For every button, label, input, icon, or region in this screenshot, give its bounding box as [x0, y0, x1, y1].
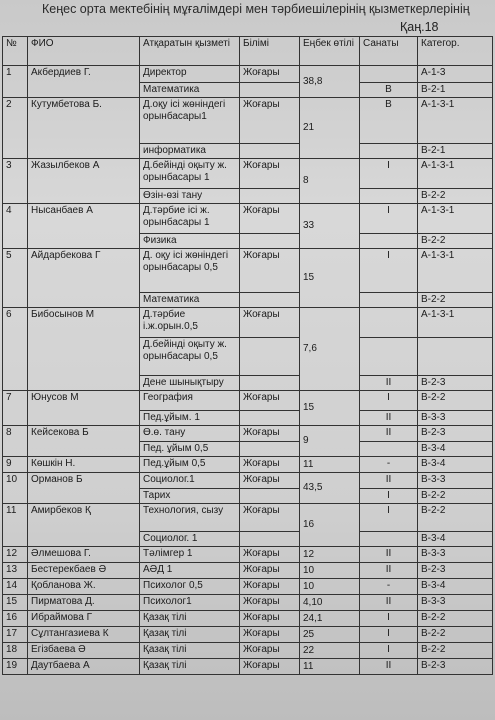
cell-number: 4	[3, 204, 28, 249]
cell-position: Қазақ тілі	[140, 643, 240, 659]
cell-position: Социолог.1	[140, 473, 240, 489]
cell-position: Пед.ұйым. 1	[140, 411, 240, 426]
cell-experience: 10	[300, 563, 360, 579]
cell-education: Жоғары	[240, 627, 300, 643]
cell-grade: В-3-4	[418, 457, 493, 473]
cell-position: Д.тәрбие і.ж.орын.0,5	[140, 308, 240, 338]
cell-grade: В-2-1	[418, 144, 493, 159]
cell-name: Бибосынов М	[28, 308, 140, 391]
table-row	[3, 391, 493, 411]
table-body	[3, 66, 493, 675]
cell-position: Технология, сызу	[140, 504, 240, 532]
cell-grade: В-2-3	[418, 426, 493, 442]
cell-grade: В-2-2	[418, 611, 493, 627]
cell-category	[360, 293, 418, 308]
table-row	[3, 547, 493, 563]
cell-grade: В-2-2	[418, 489, 493, 504]
table-row	[3, 249, 493, 293]
cell-number: 10	[3, 473, 28, 504]
cell-number: 16	[3, 611, 28, 627]
cell-name: Көшкін Н.	[28, 457, 140, 473]
cell-position: Пед. ұйым 0,5	[140, 442, 240, 457]
document-date: Қаң.18	[400, 20, 439, 34]
cell-number: 5	[3, 249, 28, 308]
cell-education: Жоғары	[240, 204, 300, 234]
cell-name: Қобланова Ж.	[28, 579, 140, 595]
table-row	[3, 426, 493, 442]
cell-grade: В-2-2	[418, 627, 493, 643]
cell-grade: В-2-1	[418, 83, 493, 98]
cell-name: Орманов Б	[28, 473, 140, 504]
cell-category: I	[360, 249, 418, 293]
cell-experience: 9	[300, 426, 360, 457]
cell-education: Жоғары	[240, 426, 300, 442]
col-header-name: ФИО	[28, 37, 140, 66]
cell-education: Жоғары	[240, 66, 300, 83]
cell-number: 13	[3, 563, 28, 579]
cell-experience: 25	[300, 627, 360, 643]
col-header-number: №	[3, 37, 28, 66]
cell-education: Жоғары	[240, 457, 300, 473]
cell-grade: В-2-2	[418, 189, 493, 204]
table-row	[3, 579, 493, 595]
cell-position: Психолог 0,5	[140, 579, 240, 595]
cell-education	[240, 234, 300, 249]
cell-grade: А-1-3	[418, 66, 493, 83]
cell-grade: В-2-2	[418, 504, 493, 532]
cell-education: Жоғары	[240, 249, 300, 293]
cell-education	[240, 489, 300, 504]
cell-category: В	[360, 83, 418, 98]
cell-experience: 24,1	[300, 611, 360, 627]
cell-grade: В-3-4	[418, 579, 493, 595]
cell-number: 18	[3, 643, 28, 659]
cell-category: В	[360, 98, 418, 144]
cell-name: Кейсекова Б	[28, 426, 140, 457]
cell-category: -	[360, 579, 418, 595]
cell-name: Юнусов М	[28, 391, 140, 426]
cell-category	[360, 532, 418, 547]
cell-category: I	[360, 627, 418, 643]
cell-position: АӘД 1	[140, 563, 240, 579]
cell-education	[240, 293, 300, 308]
cell-grade: В-2-3	[418, 659, 493, 675]
cell-position: Қазақ тілі	[140, 659, 240, 675]
cell-education: Жоғары	[240, 391, 300, 411]
cell-category: I	[360, 504, 418, 532]
cell-education: Жоғары	[240, 563, 300, 579]
cell-category	[360, 442, 418, 457]
cell-grade: В-3-3	[418, 595, 493, 611]
cell-category: -	[360, 457, 418, 473]
cell-grade: В-3-3	[418, 547, 493, 563]
cell-grade	[418, 338, 493, 376]
table-row	[3, 595, 493, 611]
cell-number: 8	[3, 426, 28, 457]
cell-number: 9	[3, 457, 28, 473]
cell-position: информатика	[140, 144, 240, 159]
cell-position: Д.оқу ісі жөніндегі орынбасары1	[140, 98, 240, 144]
cell-grade: В-2-2	[418, 234, 493, 249]
table-row	[3, 611, 493, 627]
cell-name: Егізбаева Ә	[28, 643, 140, 659]
cell-category: II	[360, 411, 418, 426]
cell-position: Д. оқу ісі жөніндегі орынбасары 0,5	[140, 249, 240, 293]
cell-number: 15	[3, 595, 28, 611]
cell-category: I	[360, 643, 418, 659]
cell-education	[240, 411, 300, 426]
cell-name: Даутбаева А	[28, 659, 140, 675]
cell-education: Жоғары	[240, 643, 300, 659]
cell-experience: 10	[300, 579, 360, 595]
cell-experience: 8	[300, 159, 360, 204]
cell-education: Жоғары	[240, 308, 300, 338]
cell-grade: В-3-3	[418, 411, 493, 426]
table-header-row	[3, 37, 493, 66]
cell-category	[360, 66, 418, 83]
cell-experience: 7,6	[300, 308, 360, 391]
cell-category: I	[360, 159, 418, 189]
cell-grade: В-2-2	[418, 293, 493, 308]
cell-number: 17	[3, 627, 28, 643]
cell-grade: А-1-3-1	[418, 249, 493, 293]
cell-number: 19	[3, 659, 28, 675]
cell-position: Математика	[140, 83, 240, 98]
cell-category: II	[360, 376, 418, 391]
cell-category: II	[360, 426, 418, 442]
cell-education	[240, 189, 300, 204]
document-title: Кеңес орта мектебінің мұғалімдері мен тәрбиешілерінің қызметкерлерінің	[42, 2, 470, 16]
table-row	[3, 473, 493, 489]
cell-education: Жоғары	[240, 473, 300, 489]
cell-category	[360, 189, 418, 204]
cell-grade: В-3-3	[418, 473, 493, 489]
cell-grade: А-1-3-1	[418, 159, 493, 189]
cell-position: Физика	[140, 234, 240, 249]
cell-education: Жоғары	[240, 98, 300, 144]
cell-experience: 12	[300, 547, 360, 563]
cell-position: Тарих	[140, 489, 240, 504]
col-header-experience: Еңбек өтілі	[300, 37, 360, 66]
cell-grade: А-1-3-1	[418, 308, 493, 338]
cell-number: 11	[3, 504, 28, 547]
cell-education: Жоғары	[240, 611, 300, 627]
cell-grade: А-1-3-1	[418, 204, 493, 234]
cell-experience: 11	[300, 659, 360, 675]
table-row	[3, 204, 493, 234]
cell-experience: 22	[300, 643, 360, 659]
cell-category	[360, 234, 418, 249]
cell-position: Д.тәрбие ісі ж. орынбасары 1	[140, 204, 240, 234]
col-header-category: Санаты	[360, 37, 418, 66]
cell-number: 14	[3, 579, 28, 595]
cell-category: II	[360, 563, 418, 579]
table-row	[3, 659, 493, 675]
cell-grade: А-1-3-1	[418, 98, 493, 144]
cell-education	[240, 83, 300, 98]
cell-number: 1	[3, 66, 28, 98]
cell-position: Математика	[140, 293, 240, 308]
table-row	[3, 563, 493, 579]
col-header-position: Атқаратын қызметі	[140, 37, 240, 66]
cell-education	[240, 144, 300, 159]
cell-category	[360, 308, 418, 338]
cell-name: Бестерекбаев Ә	[28, 563, 140, 579]
cell-education: Жоғары	[240, 579, 300, 595]
cell-category: II	[360, 547, 418, 563]
cell-education: Жоғары	[240, 504, 300, 532]
cell-experience: 15	[300, 249, 360, 308]
cell-experience: 4,10	[300, 595, 360, 611]
staff-table	[2, 36, 493, 675]
cell-name: Амирбеков Қ	[28, 504, 140, 547]
cell-position: Дене шынықтыру	[140, 376, 240, 391]
cell-experience: 21	[300, 98, 360, 159]
cell-name: Жазылбеков А	[28, 159, 140, 204]
cell-name: Әлмешова Г.	[28, 547, 140, 563]
cell-position: Д.бейінді оқыту ж. орынбасары 0,5	[140, 338, 240, 376]
cell-position: География	[140, 391, 240, 411]
cell-category: I	[360, 391, 418, 411]
cell-experience: 43,5	[300, 473, 360, 504]
cell-grade: В-2-3	[418, 563, 493, 579]
cell-category: II	[360, 659, 418, 675]
cell-grade: В-3-4	[418, 442, 493, 457]
cell-category	[360, 144, 418, 159]
cell-position: Қазақ тілі	[140, 611, 240, 627]
cell-name: Ибраймова Г	[28, 611, 140, 627]
table-row	[3, 627, 493, 643]
table-row	[3, 66, 493, 83]
cell-experience: 33	[300, 204, 360, 249]
cell-experience: 11	[300, 457, 360, 473]
cell-education: Жоғары	[240, 595, 300, 611]
table-row	[3, 457, 493, 473]
cell-number: 6	[3, 308, 28, 391]
cell-position: Тәлімгер 1	[140, 547, 240, 563]
table-row	[3, 159, 493, 189]
cell-experience: 15	[300, 391, 360, 426]
cell-education: Жоғары	[240, 547, 300, 563]
cell-number: 7	[3, 391, 28, 426]
cell-number: 12	[3, 547, 28, 563]
cell-position: Қазақ тілі	[140, 627, 240, 643]
table-row	[3, 98, 493, 144]
cell-category: II	[360, 473, 418, 489]
cell-position: Директор	[140, 66, 240, 83]
cell-experience: 38,8	[300, 66, 360, 98]
cell-name: Нысанбаев А	[28, 204, 140, 249]
cell-position: Ө.ө. тану	[140, 426, 240, 442]
cell-name: Кутумбетова Б.	[28, 98, 140, 159]
cell-grade: В-2-2	[418, 391, 493, 411]
cell-name: Акбердиев Г.	[28, 66, 140, 98]
cell-name: Пирматова Д.	[28, 595, 140, 611]
col-header-grade: Категор.	[418, 37, 493, 66]
cell-education	[240, 532, 300, 547]
table-row	[3, 504, 493, 532]
col-header-education: Білімі	[240, 37, 300, 66]
cell-education: Жоғары	[240, 159, 300, 189]
cell-name: Айдарбекова Г	[28, 249, 140, 308]
cell-position: Социолог. 1	[140, 532, 240, 547]
cell-grade: В-2-2	[418, 643, 493, 659]
cell-position: Пед.ұйым 0,5	[140, 457, 240, 473]
cell-category: I	[360, 611, 418, 627]
cell-category	[360, 338, 418, 376]
cell-education	[240, 338, 300, 376]
cell-position: Психолог1	[140, 595, 240, 611]
table-row	[3, 308, 493, 338]
cell-experience: 16	[300, 504, 360, 547]
cell-number: 2	[3, 98, 28, 159]
cell-category: I	[360, 204, 418, 234]
cell-category: I	[360, 489, 418, 504]
cell-grade: В-2-3	[418, 376, 493, 391]
cell-category: II	[360, 595, 418, 611]
cell-position: Д.бейінді оқыту ж. орынбасары 1	[140, 159, 240, 189]
table-row	[3, 643, 493, 659]
cell-grade: В-3-4	[418, 532, 493, 547]
cell-position: Өзін-өзі тану	[140, 189, 240, 204]
cell-education	[240, 442, 300, 457]
cell-education	[240, 376, 300, 391]
cell-name: Сұлтангазиева К	[28, 627, 140, 643]
cell-education: Жоғары	[240, 659, 300, 675]
cell-number: 3	[3, 159, 28, 204]
